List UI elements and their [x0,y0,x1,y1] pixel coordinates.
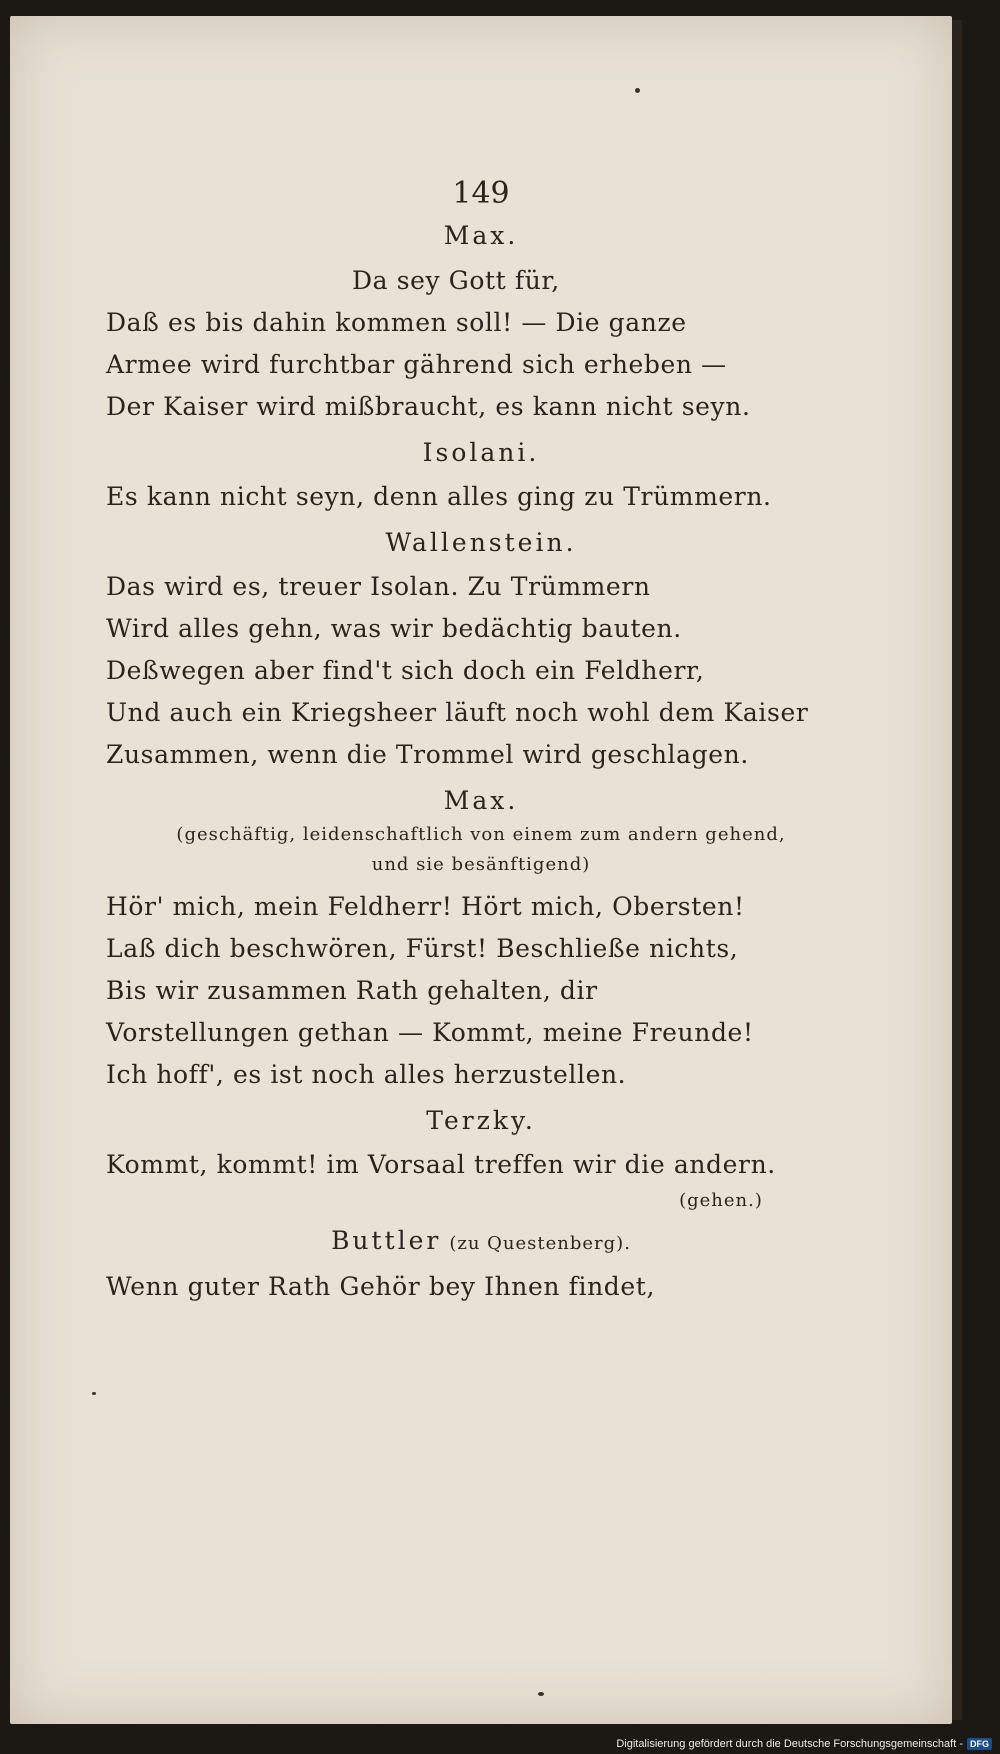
verse-line: Deßwegen aber find't sich doch ein Feldherr, [106,656,705,685]
verse-line: Der Kaiser wird mißbraucht, es kann nicht seyn. [106,392,751,421]
stage-direction: und sie besänftigend) [371,854,591,875]
dfg-logo: DFG [967,1738,992,1750]
speaker-name: Isolani. [422,438,540,467]
verse-line: Armee wird furchtbar gährend sich erheben — [106,350,727,379]
paper-speck [538,1692,544,1696]
speaker-name: Terzky. [426,1106,536,1135]
verse-line: Daß es bis dahin kommen soll! — Die ganze [106,308,687,337]
speaker-name: Buttler [331,1226,442,1255]
speaker-name: Max. [443,786,519,815]
funding-credit: Digitalisierung gefördert durch die Deutsche Forschungsgemeinschaft - [616,1738,963,1750]
page-number: 149 [452,176,510,211]
book-page [10,16,952,1724]
stage-direction: (geschäftig, leidenschaftlich von einem zum andern gehend, [176,824,786,845]
verse-line: Ich hoff', es ist noch alles herzustellen. [106,1060,627,1089]
verse-line: Es kann nicht seyn, denn alles ging zu Trümmern. [106,482,772,511]
verse-line: Bis wir zusammen Rath gehalten, dir [106,976,598,1005]
stage-direction: (gehen.) [679,1190,763,1211]
verse-line: Hör' mich, mein Feldherr! Hört mich, Obersten! [106,892,745,921]
verse-line: Vorstellungen gethan — Kommt, meine Freunde! [106,1018,754,1047]
speaker-name: Wallenstein. [385,528,577,557]
book-page-edge [952,20,962,1720]
speaker-line [10,1226,952,1255]
paper-speck [635,88,640,93]
speaker-name: Max. [443,221,519,250]
digitization-footer [616,1738,992,1750]
verse-line: Das wird es, treuer Isolan. Zu Trümmern [106,572,651,601]
verse-line: Zusammen, wenn die Trommel wird geschlagen. [106,740,749,769]
stage-direction: (zu Questenberg). [449,1233,631,1254]
verse-line: Laß dich beschwören, Fürst! Beschließe nichts, [106,934,739,963]
verse-line: Und auch ein Kriegsheer läuft noch wohl dem Kaiser [106,698,809,727]
verse-line: Da sey Gott für, [352,266,560,295]
verse-line: Wenn guter Rath Gehör bey Ihnen findet, [106,1272,655,1301]
verse-line: Kommt, kommt! im Vorsaal treffen wir die andern. [106,1150,776,1179]
paper-speck [92,1392,96,1395]
verse-line: Wird alles gehn, was wir bedächtig bauten. [106,614,682,643]
